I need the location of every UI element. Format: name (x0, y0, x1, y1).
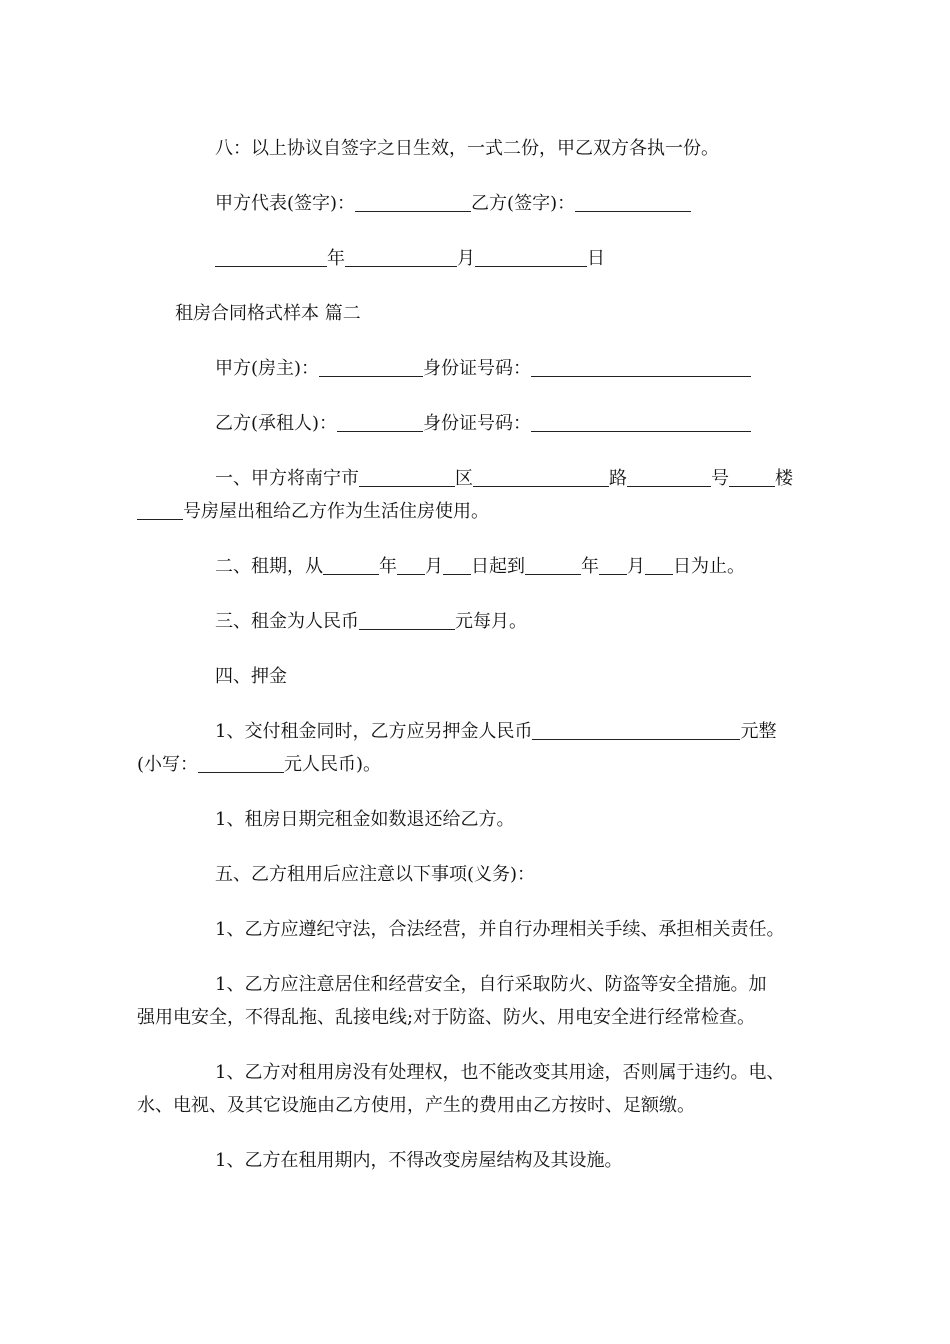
clause-4-2-text: 1、租房日期完租金如数退还给乙方。 (215, 809, 515, 830)
party-a-line (215, 357, 751, 381)
end-month-blank[interactable] (599, 556, 627, 575)
clause-5-title: 五、乙方租用后应注意以下事项(义务)： (215, 864, 536, 885)
clause-4-1-line-1 (215, 720, 776, 744)
clause-2-year-2: 年 (581, 556, 599, 577)
rent-amount-blank[interactable] (359, 611, 455, 630)
room-blank[interactable] (137, 501, 183, 520)
year-blank[interactable] (215, 248, 327, 267)
party-b-sign-blank[interactable] (575, 193, 691, 212)
deposit-amount-blank[interactable] (532, 721, 740, 740)
party-b-label: 乙方(承租人)： (215, 413, 338, 434)
clause-5-4-text: 1、乙方在租用期内，不得改变房屋结构及其设施。 (215, 1150, 623, 1171)
clause-1-number: 号 (711, 468, 729, 489)
clause-1-line-2 (137, 500, 489, 524)
clause-2-from: 二、租期，从 (215, 556, 323, 577)
clause-2-month-2: 月 (627, 556, 645, 577)
clause-1-city: 一、甲方将南宁市 (215, 468, 359, 489)
clause-5-2-line-1 (215, 973, 766, 997)
clause-2-to: 日起到 (471, 556, 525, 577)
clause-3 (215, 610, 527, 634)
end-year-blank[interactable] (525, 556, 581, 575)
start-day-blank[interactable] (443, 556, 471, 575)
party-a-name-blank[interactable] (319, 358, 423, 377)
clause-1-district: 区 (455, 468, 473, 489)
deposit-small-label: (小写： (137, 754, 199, 775)
clause-3-unit: 元每月。 (455, 611, 527, 632)
clause-8 (215, 137, 719, 161)
clause-4 (215, 665, 287, 689)
section-title-text: 租房合同格式样本 篇二 (175, 303, 361, 324)
clause-5-3-text-1: 1、乙方对租用房没有处理权，也不能改变其用途，否则属于违约。电、 (215, 1062, 785, 1083)
clause-5 (215, 863, 535, 887)
clause-4-1-line-2 (137, 753, 381, 777)
party-b-line (215, 412, 751, 436)
month-label: 月 (457, 248, 475, 269)
party-a-label: 甲方(房主)： (215, 358, 320, 379)
party-a-id-label: 身份证号码： (423, 358, 532, 379)
clause-1-building: 楼 (775, 468, 793, 489)
deposit-small-unit: 元人民币)。 (284, 754, 382, 775)
party-b-id-blank[interactable] (531, 413, 751, 432)
clause-5-2-line-2 (137, 1006, 755, 1030)
day-blank[interactable] (475, 248, 587, 267)
deposit-unit: 元整 (740, 721, 777, 742)
start-month-blank[interactable] (397, 556, 425, 575)
clause-5-2-text-2: 强用电安全，不得乱拖、乱接电线;对于防盗、防火、用电安全进行经常检查。 (137, 1007, 756, 1028)
year-label: 年 (327, 248, 345, 269)
clause-5-3-text-2: 水、电视、及其它设施由乙方使用，产生的费用由乙方按时、足额缴。 (137, 1095, 695, 1116)
section-title (175, 302, 361, 326)
clause-5-1-text: 1、乙方应遵纪守法，合法经营，并自行办理相关手续、承担相关责任。 (215, 919, 785, 940)
deposit-small-blank[interactable] (198, 754, 284, 773)
party-a-sign-label: 甲方代表(签字)： (215, 193, 356, 214)
clause-5-1 (215, 918, 784, 942)
party-b-id-label: 身份证号码： (423, 413, 532, 434)
number-blank[interactable] (627, 468, 711, 487)
party-b-sign-label: 乙方(签字)： (471, 193, 576, 214)
clause-5-2-text-1: 1、乙方应注意居住和经营安全，自行采取防火、防盗等安全措施。加 (215, 974, 767, 995)
clause-5-4 (215, 1149, 622, 1173)
clause-8-text: 八：以上协议自签字之日生效，一式二份，甲乙双方各执一份。 (215, 138, 719, 159)
clause-1-road: 路 (609, 468, 627, 489)
signature-line (215, 192, 691, 216)
district-blank[interactable] (359, 468, 455, 487)
clause-4-title: 四、押金 (215, 666, 287, 687)
month-blank[interactable] (345, 248, 457, 267)
clause-1-purpose: 号房屋出租给乙方作为生活住房使用。 (183, 501, 489, 522)
day-label: 日 (587, 248, 605, 269)
date-line (215, 247, 605, 271)
party-b-name-blank[interactable] (337, 413, 423, 432)
clause-2-month: 月 (425, 556, 443, 577)
clause-1-line-1 (215, 467, 793, 491)
building-blank[interactable] (729, 468, 775, 487)
end-day-blank[interactable] (645, 556, 673, 575)
party-a-sign-blank[interactable] (355, 193, 471, 212)
deposit-text: 1、交付租金同时，乙方应另押金人民币 (215, 721, 533, 742)
clause-2 (215, 555, 745, 579)
clause-3-rent: 三、租金为人民币 (215, 611, 359, 632)
start-year-blank[interactable] (323, 556, 379, 575)
clause-5-3-line-1 (215, 1061, 784, 1085)
clause-4-2 (215, 808, 514, 832)
clause-2-end: 日为止。 (673, 556, 745, 577)
road-blank[interactable] (473, 468, 609, 487)
party-a-id-blank[interactable] (531, 358, 751, 377)
clause-5-3-line-2 (137, 1094, 695, 1118)
clause-2-year: 年 (379, 556, 397, 577)
